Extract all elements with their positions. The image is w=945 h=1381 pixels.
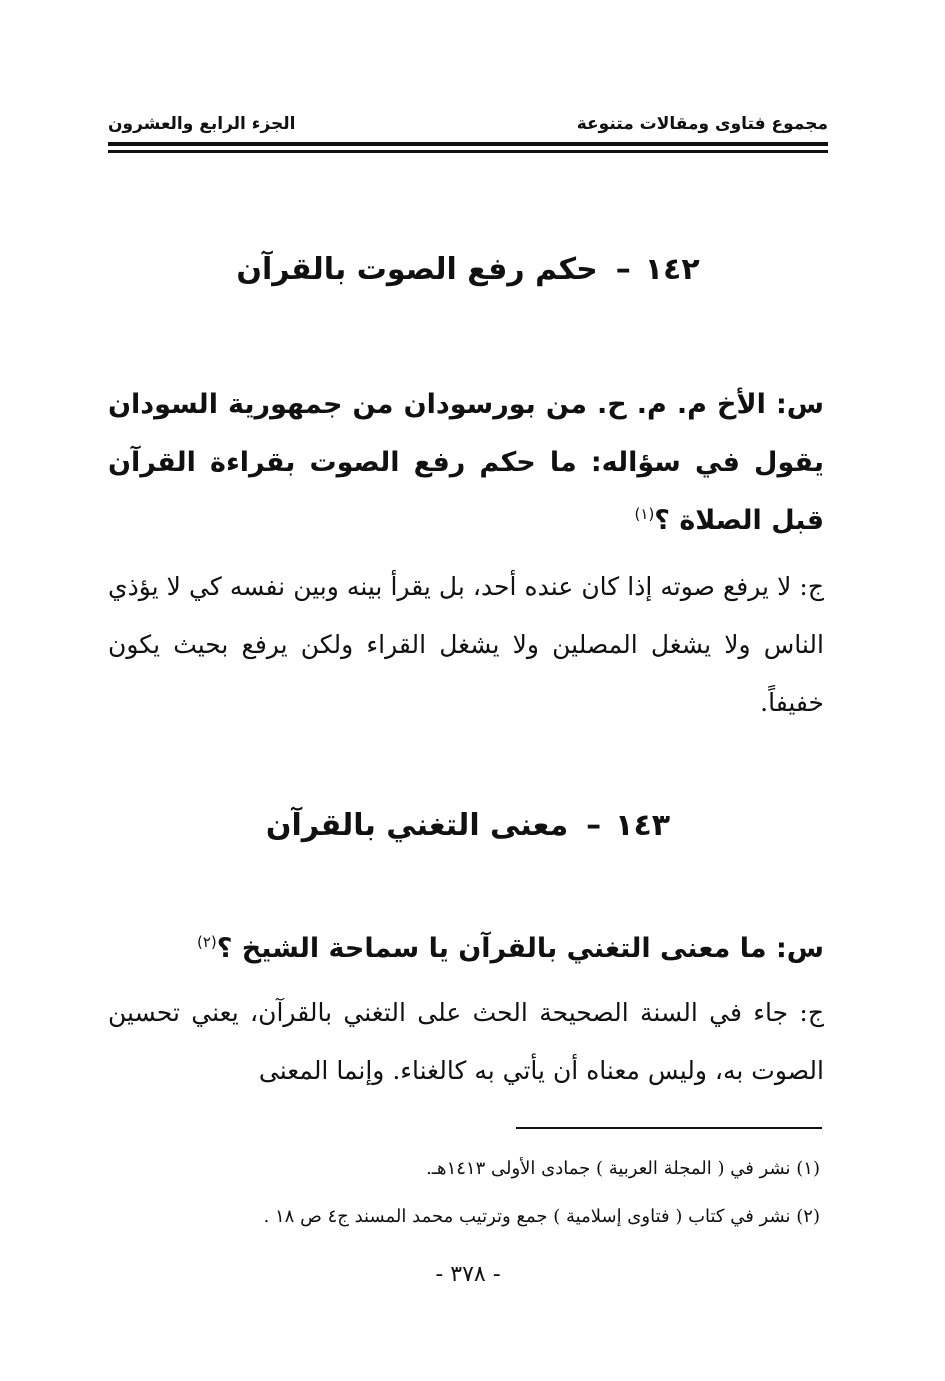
header-volume-title: الجزء الرابع والعشرون (108, 114, 296, 134)
header-rule-top (108, 142, 828, 146)
footnote-ref-2: (٢) (196, 933, 217, 951)
header-book-title: مجموع فتاوى ومقالات متنوعة (576, 114, 828, 134)
answer-142 (108, 558, 824, 732)
question-142 (108, 376, 824, 550)
section-heading-143 (108, 808, 828, 843)
answer-text: ج: جاء في السنة الصحيحة الحث على التغني بالقرآن، يعني تحسين الصوت به، وليس معناه أن يأتي به كالغناء. وإنما المعنى (108, 998, 824, 1085)
section-number: ١٤٢ (644, 252, 700, 287)
question-text: س: ما معنى التغني بالقرآن يا سماحة الشيخ ؟ (216, 933, 824, 964)
answer-143 (108, 984, 824, 1100)
running-header (108, 108, 828, 140)
footnote-separator (516, 1127, 822, 1129)
page-number: - ٣٧٨ - (435, 1262, 501, 1287)
section-title: حكم رفع الصوت بالقرآن (236, 252, 598, 287)
header-rule-bottom (108, 150, 828, 153)
question-143 (108, 920, 824, 978)
section-number: ١٤٣ (615, 808, 671, 843)
section-dash: – (586, 808, 602, 843)
footnote-1: (١) نشر في ( المجلة العربية ) جمادى الأولى ١٤١٣هـ. (426, 1158, 820, 1179)
answer-text: ج: لا يرفع صوته إذا كان عنده أحد، بل يقرأ بينه وبين نفسه كي لا يؤذي الناس ولا يشغل المصلين ولا يشغل القراء ولكن يرفع بحيث يكون خفيفاً. (108, 572, 824, 717)
section-heading-142 (108, 252, 828, 287)
footnote-ref-1: (١) (634, 505, 655, 523)
section-title: معنى التغني بالقرآن (265, 808, 569, 843)
question-text: س: الأخ م. م. ح. من بورسودان من جمهورية السودان يقول في سؤاله: ما حكم رفع الصوت بقراءة القرآن قبل الصلاة ؟ (108, 389, 824, 536)
section-dash: – (615, 252, 631, 287)
footnote-2: (٢) نشر في كتاب ( فتاوى إسلامية ) جمع وترتيب محمد المسند ج٤ ص ١٨ . (263, 1206, 820, 1227)
